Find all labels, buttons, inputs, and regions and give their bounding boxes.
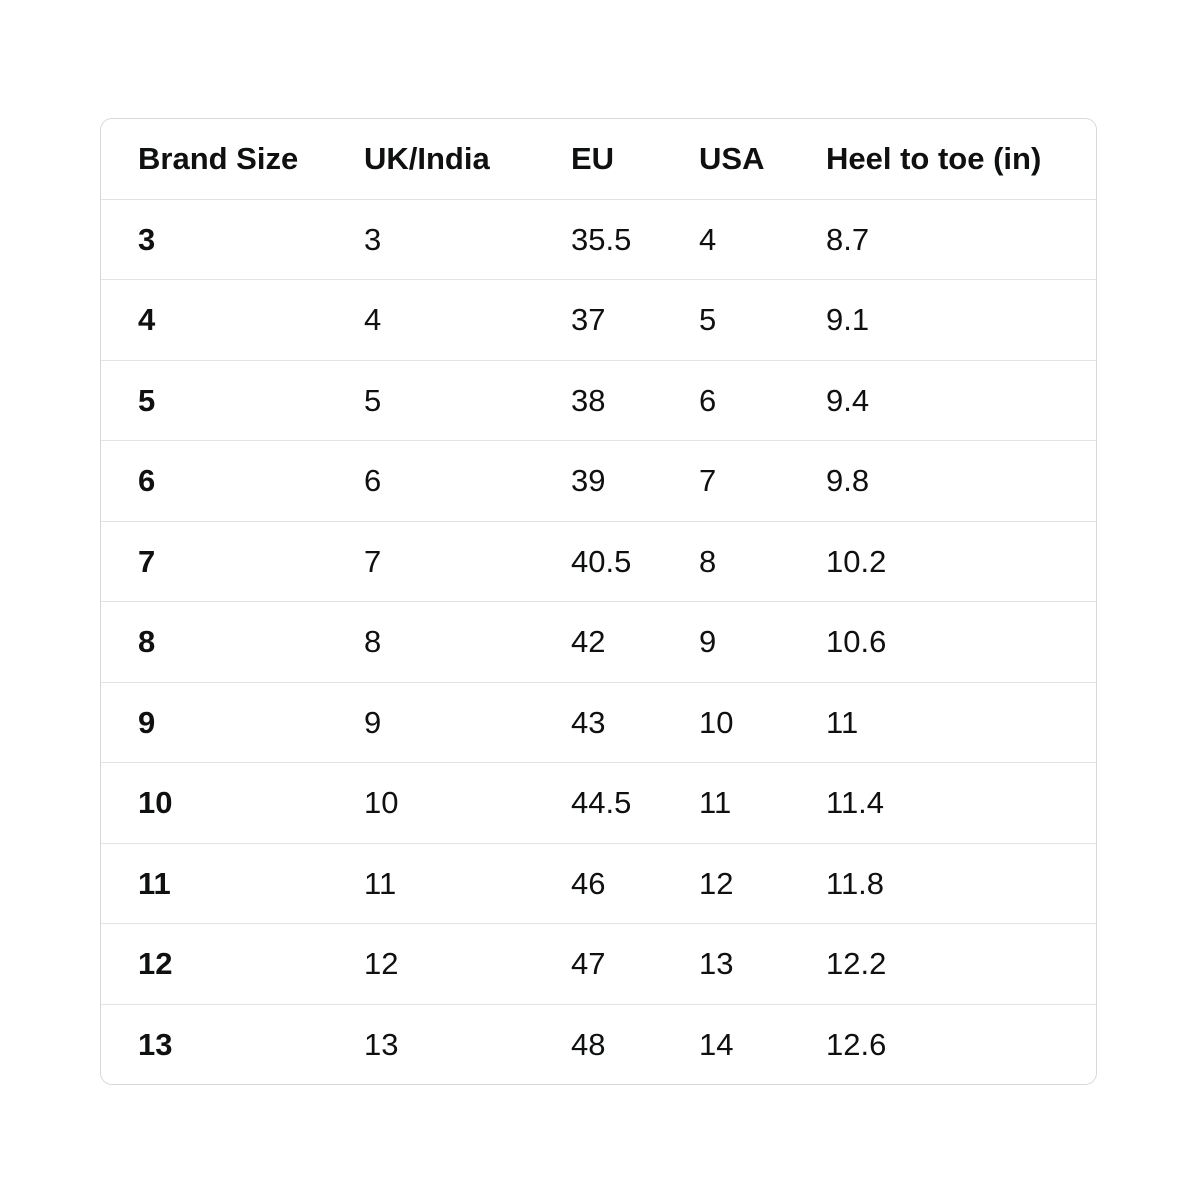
- table-cell: 9: [699, 624, 717, 660]
- table-cell: 12: [699, 865, 734, 901]
- table-cell: 48: [571, 1026, 606, 1062]
- table-row: [101, 1005, 1096, 1085]
- table-row: [101, 441, 1096, 522]
- table-cell: 4: [364, 302, 382, 338]
- table-cell: 6: [138, 463, 156, 499]
- table-cell: 8.7: [826, 221, 870, 257]
- table-row: [101, 522, 1096, 603]
- table-cell: 9: [364, 704, 382, 740]
- table-cell: 13: [138, 1026, 173, 1062]
- header-cell: EU: [571, 141, 615, 177]
- table-row: [101, 683, 1096, 764]
- table-header-row: [101, 119, 1096, 200]
- table-cell: 44.5: [571, 785, 632, 821]
- table-cell: 9.4: [826, 382, 870, 418]
- table-cell: 3: [364, 221, 382, 257]
- table-row: [101, 924, 1096, 1005]
- header-cell: Heel to toe (in): [826, 141, 1042, 177]
- table-cell: 11: [138, 865, 171, 901]
- table-cell: 39: [571, 463, 606, 499]
- table-cell: 11.4: [826, 785, 885, 821]
- table-cell: 9: [138, 704, 156, 740]
- table-cell: 14: [699, 1026, 734, 1062]
- table-cell: 9.1: [826, 302, 870, 338]
- table-row: [101, 361, 1096, 442]
- header-cell: UK/India: [364, 141, 490, 177]
- table-cell: 13: [364, 1026, 399, 1062]
- table-cell: 12: [364, 946, 399, 982]
- table-cell: 42: [571, 624, 606, 660]
- table-cell: 8: [138, 624, 156, 660]
- table-cell: 10.2: [826, 543, 887, 579]
- table-cell: 12.2: [826, 946, 887, 982]
- table-cell: 6: [699, 382, 717, 418]
- table-cell: 11.8: [826, 865, 885, 901]
- table-cell: 10: [699, 704, 734, 740]
- size-chart-table: [100, 118, 1097, 1085]
- table-row: [101, 763, 1096, 844]
- table-cell: 5: [364, 382, 382, 418]
- table-cell: 6: [364, 463, 382, 499]
- header-cell: USA: [699, 141, 765, 177]
- table-cell: 12: [138, 946, 173, 982]
- table-cell: 5: [138, 382, 156, 418]
- table-cell: 35.5: [571, 221, 632, 257]
- table-cell: 5: [699, 302, 717, 338]
- table-cell: 40.5: [571, 543, 632, 579]
- table-row: [101, 602, 1096, 683]
- table-cell: 4: [138, 302, 156, 338]
- table-cell: 11: [826, 704, 859, 740]
- table-cell: 38: [571, 382, 606, 418]
- table-cell: 7: [699, 463, 717, 499]
- table-cell: 7: [364, 543, 382, 579]
- table-cell: 43: [571, 704, 606, 740]
- table-cell: 3: [138, 221, 156, 257]
- table-cell: 46: [571, 865, 606, 901]
- table-cell: 9.8: [826, 463, 870, 499]
- table-cell: 8: [364, 624, 382, 660]
- table-cell: 10: [138, 785, 173, 821]
- table-row: [101, 844, 1096, 925]
- table-cell: 37: [571, 302, 606, 338]
- table-cell: 13: [699, 946, 734, 982]
- table-cell: 4: [699, 221, 717, 257]
- table-cell: 10: [364, 785, 399, 821]
- table-cell: 7: [138, 543, 156, 579]
- table-cell: 8: [699, 543, 717, 579]
- table-row: [101, 280, 1096, 361]
- table-cell: 11: [699, 785, 732, 821]
- header-cell: Brand Size: [138, 141, 299, 177]
- table-cell: 10.6: [826, 624, 887, 660]
- table-cell: 47: [571, 946, 606, 982]
- table-cell: 11: [364, 865, 397, 901]
- table-cell: 12.6: [826, 1026, 887, 1062]
- table-row: [101, 200, 1096, 281]
